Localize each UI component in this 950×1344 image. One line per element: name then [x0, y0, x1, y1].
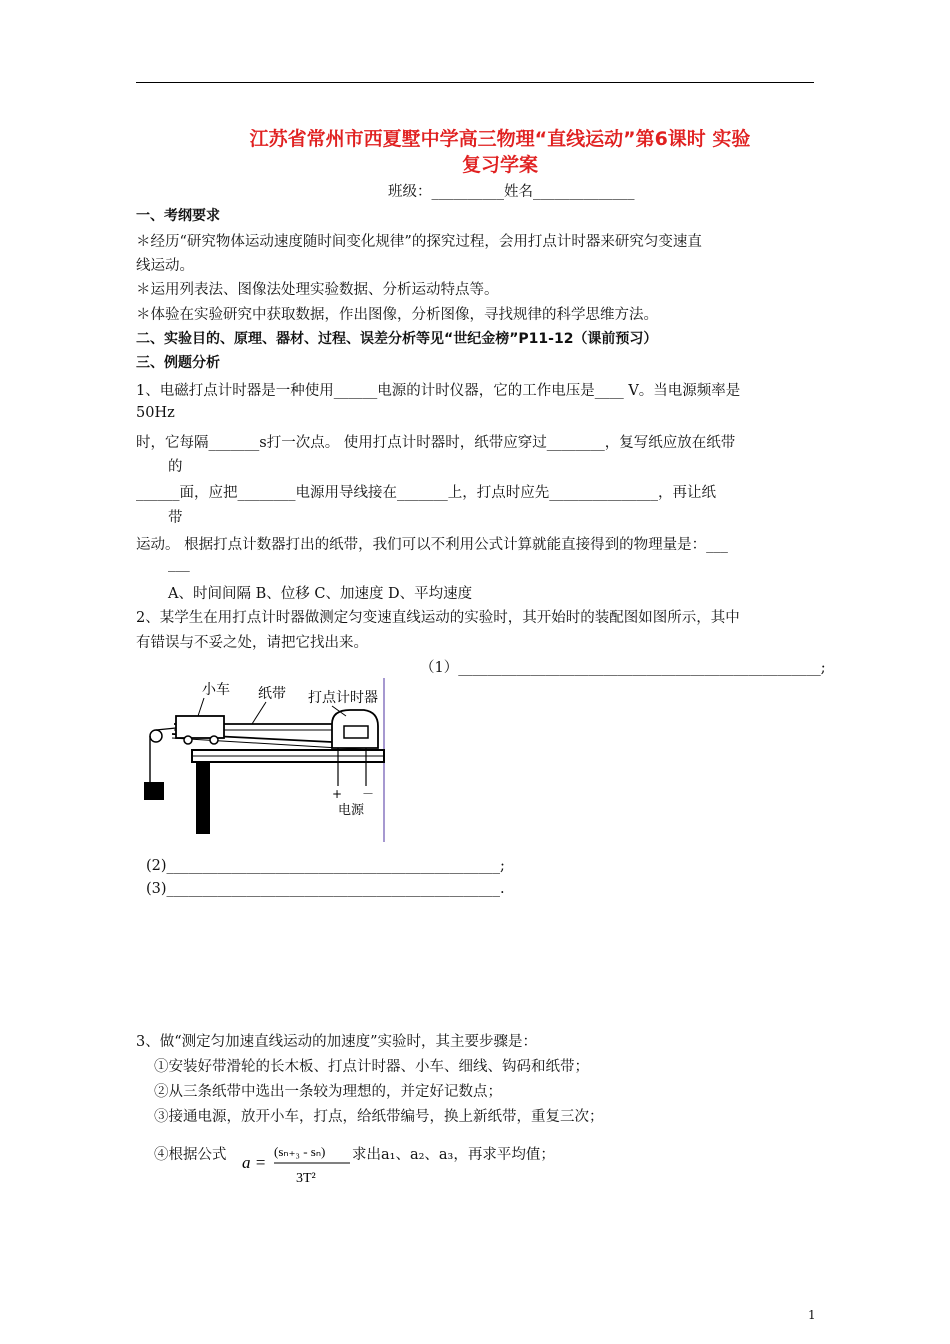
q3-step4-suffix: 求出a₁、a₂、a₃，再求平均值；	[352, 1147, 555, 1163]
q1-line4: 的	[168, 459, 183, 475]
section3-heading: 三、例题分析	[136, 355, 220, 371]
section1-heading: 一、考纲要求	[136, 208, 220, 224]
label-car: 小车	[202, 682, 230, 698]
q1-line1: 1、电磁打点计时器是一种使用______电源的计时仪器，它的工作电压是____ V。当电源频率是	[136, 383, 741, 399]
q1-line3: 时，它每隔_______s打一次点。 使用打点计时器时，纸带应穿过________，复写纸应放在纸带	[136, 435, 736, 451]
q2-line2: 有错误与不妥之处，请把它找出来。	[136, 635, 368, 651]
top-rule	[136, 82, 814, 83]
q1-line7: 运动。 根据打点计数器打出的纸带，我们可以不利用公式计算就能直接得到的物理量是：___	[136, 537, 728, 553]
q2-line1: 2、某学生在用打点计时器做测定匀变速直线运动的实验时，其开始时的装配图如图所示，其中	[136, 610, 740, 626]
q1-line8: ___	[168, 556, 190, 572]
q2-answer1: （1）__________________________________________________;	[420, 660, 826, 676]
apparatus-figure	[132, 674, 402, 844]
page-title: 江苏省常州市西夏墅中学高三物理“直线运动”第6课时 实验	[249, 128, 751, 150]
label-timer: 打点计时器	[308, 690, 378, 706]
q2-answer3: (3)______________________________________________.	[146, 881, 505, 897]
q3-line1: 3、做“测定匀加速直线运动的加速度”实验时，其主要步骤是：	[136, 1034, 538, 1050]
q3-step4-prefix: ④根据公式	[154, 1147, 227, 1163]
q3-step1: ①安装好带滑轮的长木板、打点计时器、小车、细线、钩码和纸带；	[154, 1059, 589, 1075]
section1-item2: ＊运用列表法、图像法处理实验数据、分析运动特点等。	[136, 282, 499, 298]
label-minus: －	[362, 787, 375, 801]
label-tape: 纸带	[258, 686, 286, 702]
q3-step3: ③接通电源，放开小车，打点，给纸带编号，换上新纸带，重复三次；	[154, 1109, 604, 1125]
page-number: 1	[808, 1308, 816, 1322]
acceleration-formula	[240, 1138, 360, 1186]
section2-heading: 二、实验目的、原理、器材、过程、误差分析等见“世纪金榜”P11-12（课前预习）	[136, 331, 658, 347]
class-name-line: 班级：__________姓名______________	[388, 184, 635, 200]
q2-answer2: (2)______________________________________________;	[146, 858, 505, 874]
label-power: 电源	[338, 803, 365, 818]
formula-numerator: (sₙ₊₃ - sₙ)	[274, 1144, 326, 1159]
q1-line2: 50Hz	[136, 405, 175, 421]
formula-lhs: a =	[242, 1153, 267, 1172]
q1-line5: ______面，应把________电源用导线接在_______上，打点时应先_______________，再让纸	[136, 485, 716, 501]
q1-options: A、时间间隔 B、位移 C、加速度 D、平均速度	[168, 586, 473, 602]
section1-item3: ＊体验在实验研究中获取数据，作出图像，分析图像，寻找规律的科学思维方法。	[136, 307, 658, 323]
page-title-continued: 复习学案	[461, 154, 538, 176]
q1-line6: 带	[168, 510, 183, 526]
q3-step2: ②从三条纸带中选出一条较为理想的，并定好记数点；	[154, 1084, 502, 1100]
section1-item1-line2: 线运动。	[136, 258, 194, 274]
label-plus: +	[332, 787, 343, 801]
formula-denominator: 3T²	[296, 1171, 316, 1186]
section1-item1-line1: ＊经历“研究物体运动速度随时间变化规律”的探究过程，会用打点计时器来研究匀变速直	[136, 234, 702, 250]
